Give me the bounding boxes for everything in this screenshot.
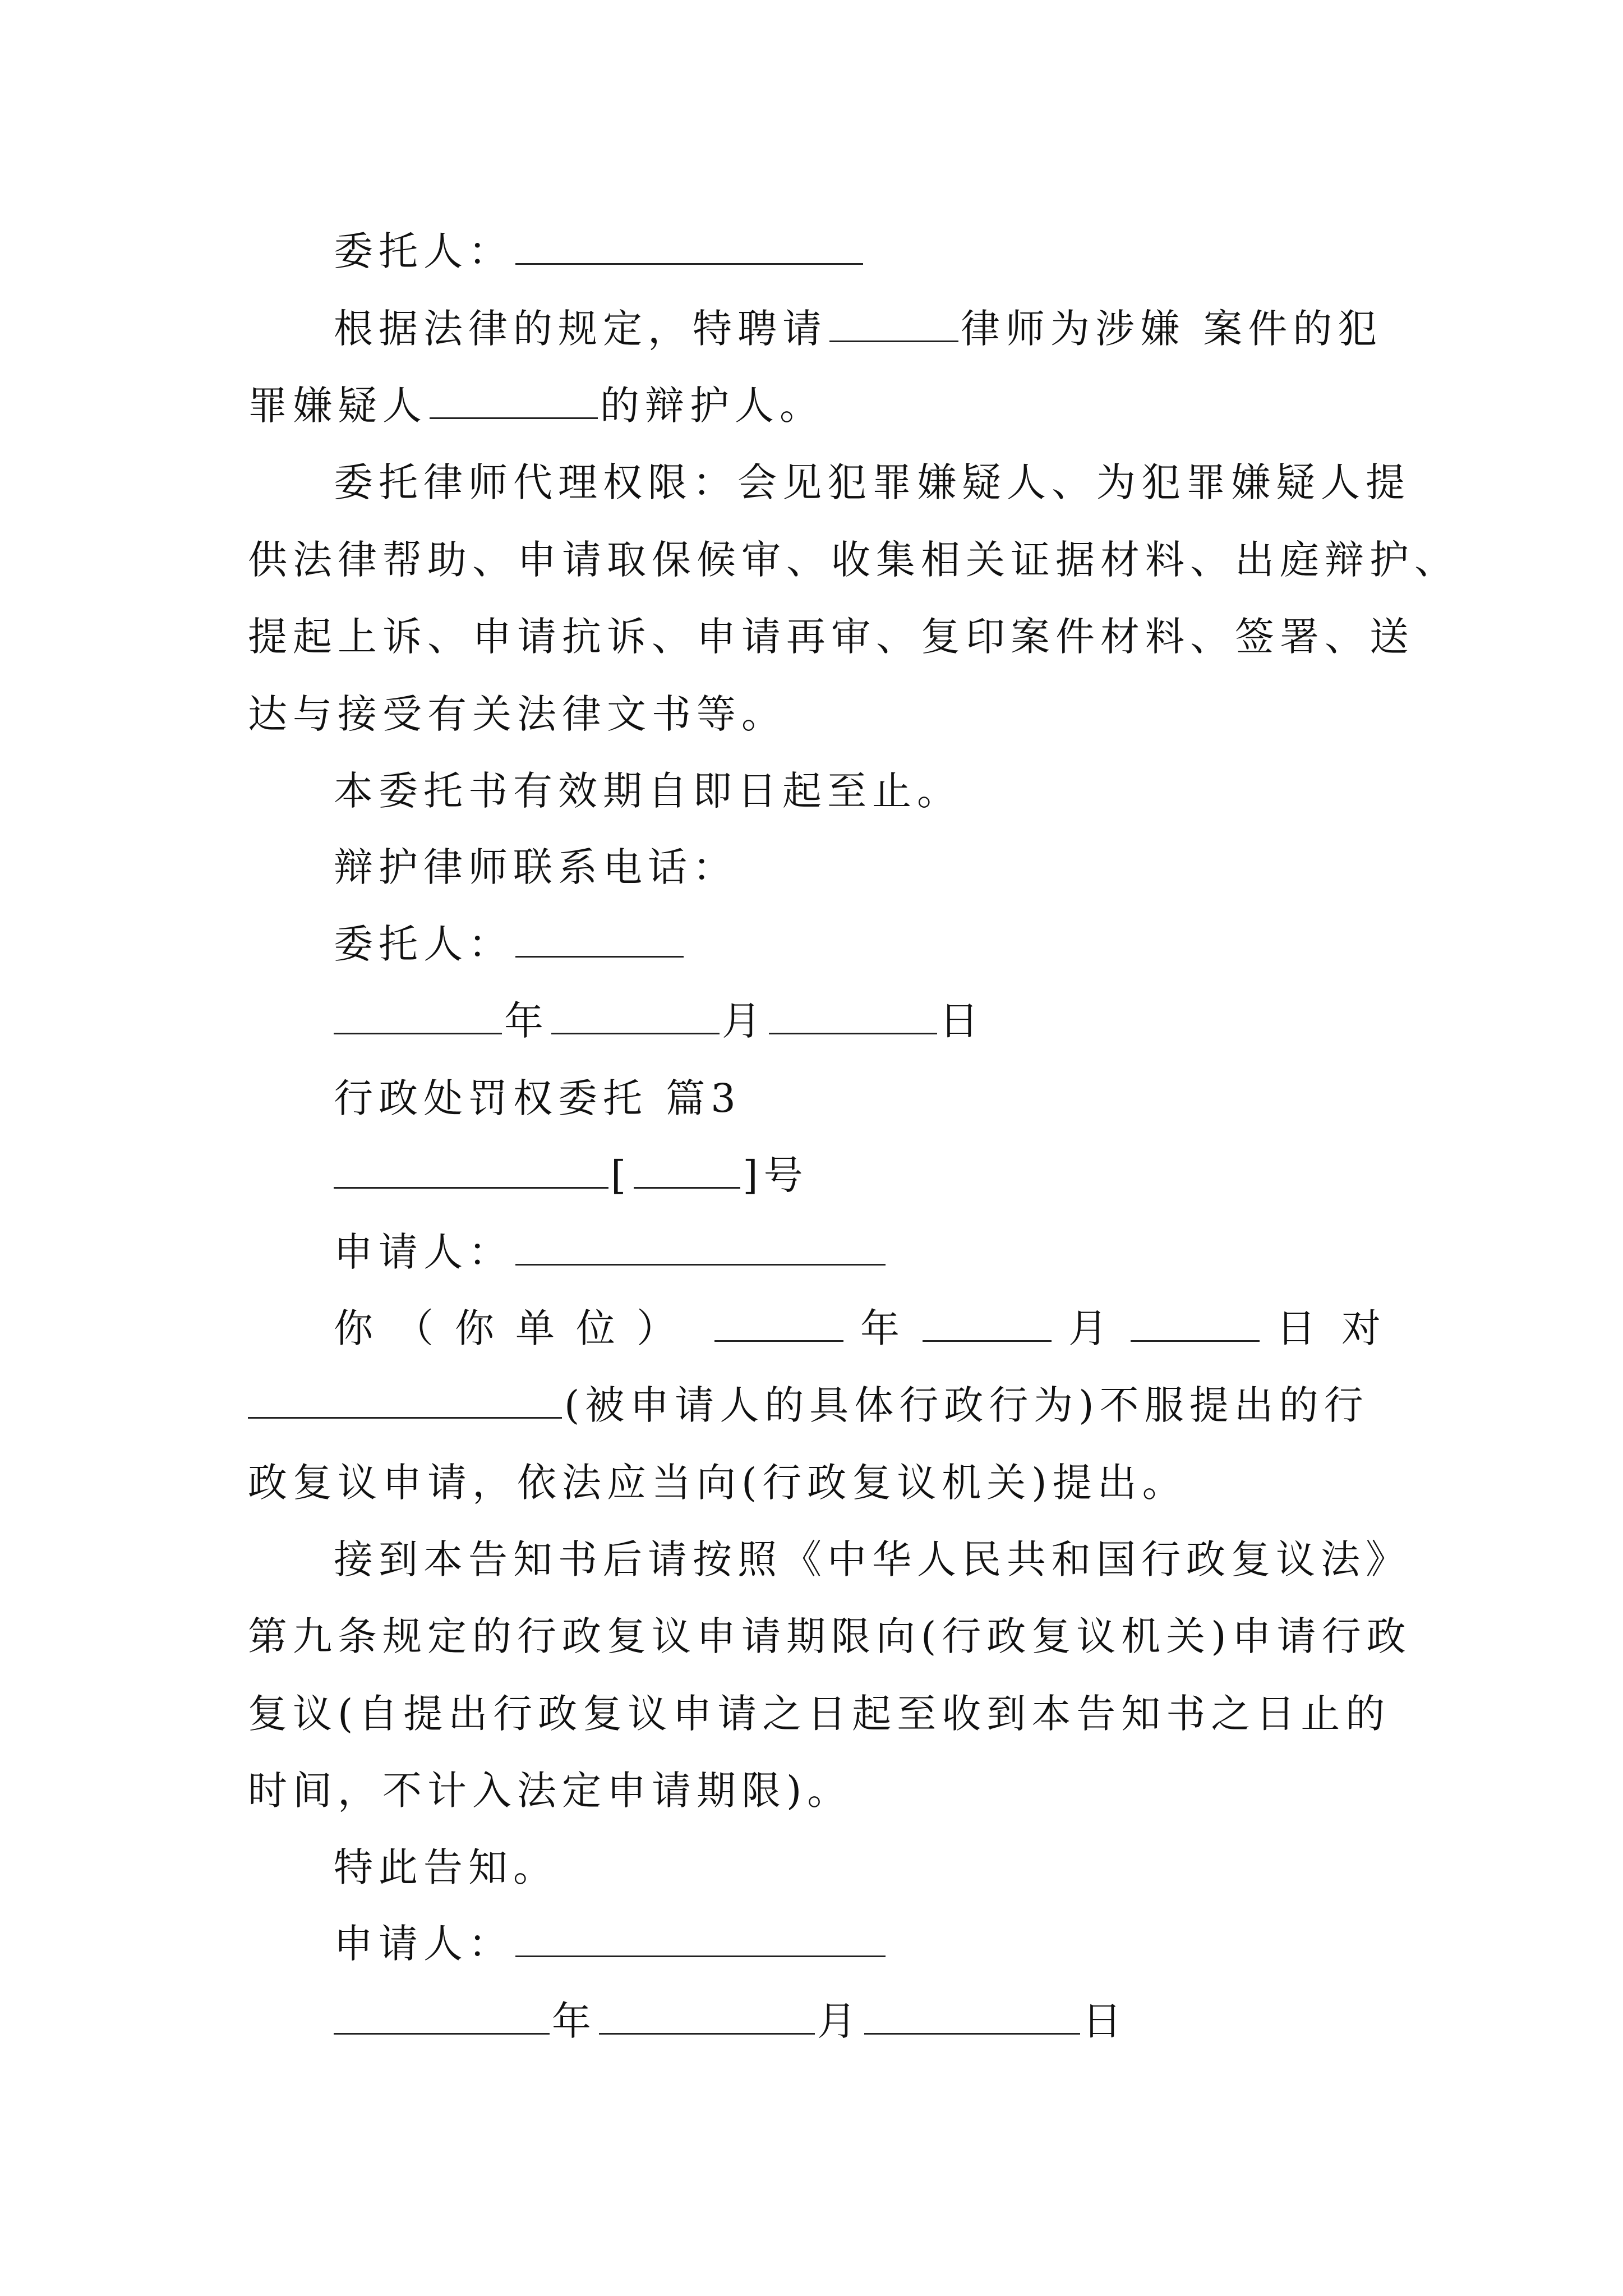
year-blank: [334, 998, 502, 1034]
section-title-text: 行政处罚权委托 篇3: [334, 1075, 741, 1121]
p1-text-3: 政复议申请，依法应当向(行政复议机关)提出。: [248, 1460, 1187, 1506]
scope-text-2: 供法律帮助、申请取保候审、收集相关证据材料、出庭辩护、: [248, 537, 1459, 583]
principal-blank-2: [515, 921, 684, 958]
month-label: 月: [722, 998, 767, 1044]
year-label: 年: [504, 998, 549, 1044]
para1-text-c: 罪嫌疑人: [248, 383, 427, 429]
p1-text-2: (被申请人的具体行政行为)不服提出的行: [564, 1382, 1369, 1428]
applicant-blank-2: [515, 1921, 886, 1957]
para1-text-a: 根据法律的规定，特聘请: [334, 306, 827, 352]
date-line-1: [334, 983, 1381, 1060]
phone-label: 辩护律师联系电话：: [334, 844, 737, 890]
month-label-2: 月: [817, 1998, 862, 2044]
applicant-line: [334, 1214, 1381, 1291]
para1-text-d: 的辩护人。: [600, 383, 824, 429]
date-line-2: [334, 1983, 1381, 2060]
doc-prefix-blank: [334, 1152, 608, 1189]
day-label-2: 日: [1082, 1998, 1127, 2044]
day-label: 日: [939, 998, 984, 1044]
bracket-open: [: [611, 1152, 632, 1198]
scope-text-4: 达与接受有关法律文书等。: [248, 691, 786, 737]
doc-year-blank: [634, 1152, 740, 1189]
lawyer-blank: [829, 306, 958, 342]
principal-label-2: 委托人：: [334, 921, 513, 967]
p2-line2: [248, 1598, 1412, 1675]
year-label-2: 年: [552, 1998, 597, 2044]
applicant-label-2: 申请人：: [334, 1921, 513, 1967]
notice-text: 特此告知。: [334, 1844, 558, 1890]
suspect-blank: [430, 383, 598, 419]
p1-day-label: 日对: [1276, 1305, 1407, 1351]
applicant-label: 申请人：: [334, 1229, 513, 1275]
applicant-line-2: [334, 1906, 1381, 1982]
principal-label: 委托人：: [334, 228, 513, 274]
p2-text-3: 复议(自提出行政复议申请之日起至收到本告知书之日止的: [248, 1691, 1391, 1737]
p2-line3: [248, 1676, 1391, 1752]
p1-year-blank: [714, 1305, 843, 1342]
validity-text: 本委托书有效期自即日起至止。: [334, 768, 962, 814]
principal-blank: [515, 228, 863, 265]
p2-line4: [248, 1752, 1381, 1829]
para1-line1: [334, 291, 1381, 367]
bracket-close-number: ]号: [743, 1152, 809, 1198]
scope-text-3: 提起上诉、申请抗诉、申请再审、复印案件材料、签署、送: [248, 614, 1414, 660]
scope-line3: [248, 599, 1414, 675]
p1-line1: [334, 1290, 1407, 1367]
p2-text-1: 接到本告知书后请按照《中华人民共和国行政复议法》: [334, 1536, 1410, 1582]
day-blank-2: [864, 1998, 1080, 2035]
section-title: [334, 1060, 1381, 1137]
scope-text-1: 委托律师代理权限：会见犯罪嫌疑人、为犯罪嫌疑人提: [334, 459, 1410, 505]
p1-year-label: 年: [860, 1305, 905, 1351]
p1-line3: [248, 1444, 1381, 1521]
action-blank: [248, 1382, 562, 1419]
para1-text-b: 律师为涉嫌 案件的犯: [961, 306, 1383, 352]
year-blank-2: [334, 1998, 550, 2035]
scope-line1: [334, 444, 1410, 521]
p2-line1: [334, 1521, 1410, 1598]
p2-text-2: 第九条规定的行政复议申请期限向(行政复议机关)申请行政: [248, 1613, 1412, 1659]
notice-line: [334, 1829, 1381, 1906]
para1-line2: [248, 367, 1381, 444]
p1-day-blank: [1131, 1305, 1260, 1342]
principal-line-2: [334, 906, 1381, 983]
day-blank: [769, 998, 937, 1034]
scope-line2: [248, 522, 1459, 599]
month-blank: [551, 998, 720, 1034]
doc-number-line: [334, 1137, 1381, 1214]
phone-line: [334, 829, 1381, 906]
month-blank-2: [599, 1998, 815, 2035]
p1-month-blank: [923, 1305, 1052, 1342]
p1-you-text: 你（你单位）: [334, 1305, 697, 1351]
scope-line4: [248, 676, 1381, 753]
p1-month-label: 月: [1068, 1305, 1113, 1351]
applicant-blank: [515, 1229, 886, 1266]
validity-line: [334, 753, 1381, 830]
principal-line: [334, 213, 1381, 290]
p1-line2: [248, 1367, 1381, 1444]
p2-text-4: 时间，不计入法定申请期限)。: [248, 1768, 852, 1814]
